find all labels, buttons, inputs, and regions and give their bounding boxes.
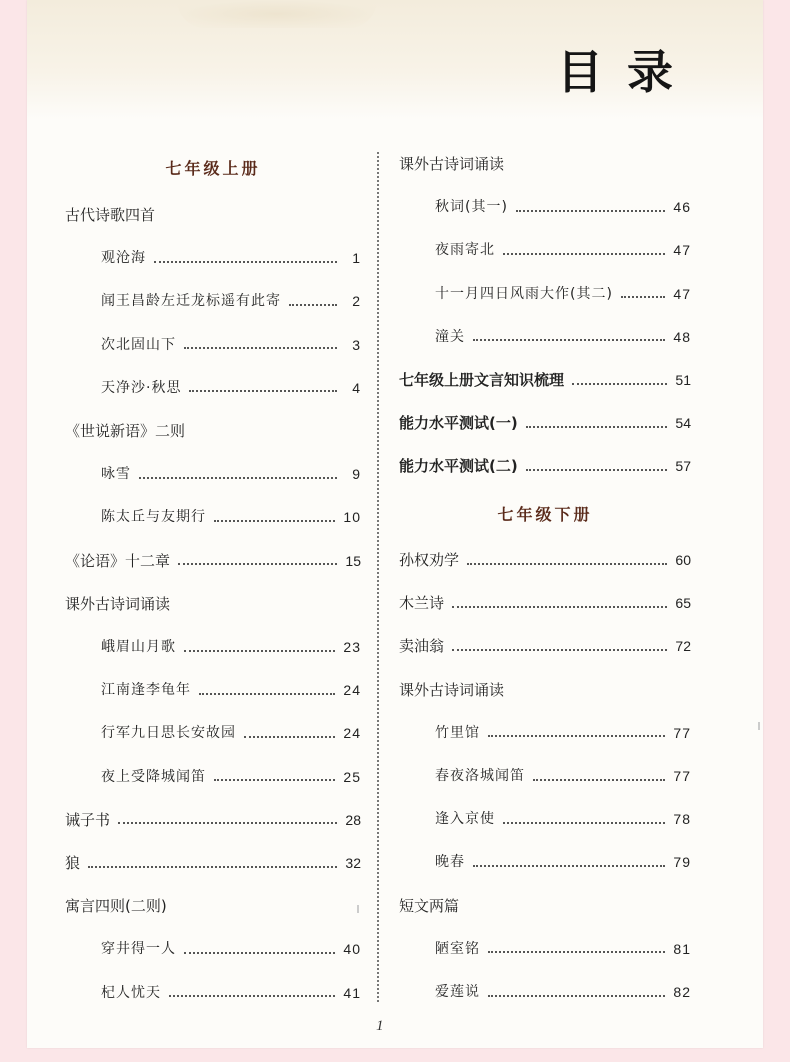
toc-sub-entry[interactable]: [65, 635, 361, 659]
dot-leader: [526, 468, 667, 471]
toc-entry[interactable]: [399, 548, 691, 572]
dot-leader: [244, 735, 335, 738]
toc-sub-entry[interactable]: [399, 850, 691, 874]
toc-entry-title: 春夜洛城闻笛: [435, 768, 525, 784]
toc-entry-page: 3: [352, 336, 361, 353]
dot-leader: [289, 303, 337, 306]
toc-entry-title: 爱莲说: [435, 984, 480, 1000]
toc-entry-title: 七年级上册文言知识梳理: [399, 371, 565, 389]
toc-entry-title: 《世说新语》二则: [65, 422, 186, 440]
dot-leader: [503, 821, 665, 824]
toc-sub-entry[interactable]: [65, 678, 361, 702]
dot-leader: [184, 346, 337, 349]
toc-entry-page: 57: [675, 458, 691, 475]
toc-entry-page: 41: [343, 984, 361, 1001]
toc-entry-title: 夜雨寄北: [435, 242, 495, 259]
dot-leader: [88, 865, 337, 868]
toc-entry-title: 竹里馆: [435, 724, 480, 741]
toc-entry-title: 古代诗歌四首: [65, 206, 156, 224]
toc-entry-page: 1: [352, 250, 361, 267]
page-mark: [758, 722, 760, 730]
toc-entry-title: 逢入京使: [435, 811, 495, 828]
column-divider: [377, 152, 379, 1002]
toc-entry-page: 78: [673, 811, 691, 828]
toc-entry-title: 木兰诗: [399, 594, 445, 613]
toc-entry-page: 51: [675, 372, 691, 388]
toc-entry-title: 寓言四则(二则): [65, 897, 167, 916]
toc-entry-title: 夜上受降城闻笛: [101, 768, 206, 785]
dot-leader: [452, 648, 667, 651]
toc-entry[interactable]: [399, 894, 691, 918]
toc-entry-title: 《论语》十二章: [65, 551, 171, 570]
toc-entry-title: 十一月四日风雨大作(其二): [435, 285, 613, 302]
toc-sub-entry[interactable]: [399, 721, 691, 745]
toc-entry[interactable]: [399, 591, 691, 615]
toc-entry-page: 79: [673, 854, 691, 871]
toc-entry[interactable]: [399, 368, 691, 392]
toc-sub-entry[interactable]: [399, 325, 691, 349]
page-number: 1: [376, 1018, 384, 1034]
dot-leader: [199, 692, 335, 695]
toc-entry-title: 陈太丘与友期行: [101, 509, 206, 526]
toc-entry-title: 行军九日思长安故园: [101, 725, 236, 742]
toc-sub-entry[interactable]: [65, 981, 361, 1005]
toc-entry-title: 观沧海: [101, 250, 146, 267]
toc-entry-title: 孙权劝学: [399, 551, 460, 569]
dot-leader: [189, 389, 337, 392]
dot-leader: [526, 425, 667, 428]
toc-sub-entry[interactable]: [399, 282, 691, 306]
toc-entry-title: 晚春: [435, 854, 465, 871]
dot-leader: [488, 950, 665, 953]
toc-entry-page: 28: [345, 811, 361, 828]
dot-leader: [473, 864, 665, 867]
dot-leader: [214, 778, 335, 781]
toc-entry[interactable]: [65, 419, 361, 443]
toc-entry-title: 能力水平测试(二): [399, 457, 518, 476]
toc-entry-page: 54: [675, 415, 691, 432]
toc-entry-page: 32: [345, 855, 361, 871]
dot-leader: [452, 605, 667, 608]
toc-entry-title: 次北固山下: [101, 336, 176, 353]
toc-entry-title: 秋词(其一): [435, 199, 508, 216]
toc-sub-entry[interactable]: [399, 937, 691, 961]
toc-sub-entry[interactable]: [399, 980, 691, 1004]
toc-entry-title: 陋室铭: [435, 940, 480, 957]
dot-leader: [154, 260, 337, 263]
toc-sub-entry[interactable]: [65, 289, 361, 313]
dot-leader: [621, 295, 665, 298]
toc-sub-entry[interactable]: [399, 195, 691, 219]
toc-entry[interactable]: [399, 454, 691, 478]
dot-leader: [473, 338, 665, 341]
toc-sub-entry[interactable]: [399, 238, 691, 262]
dot-leader: [467, 562, 667, 565]
toc-sub-entry[interactable]: [65, 333, 361, 357]
volume-title-upper: 七年级上册: [165, 159, 261, 178]
toc-entry-page: 77: [673, 724, 691, 741]
toc-entry[interactable]: [399, 678, 691, 702]
toc-entry[interactable]: [65, 894, 361, 918]
toc-sub-entry[interactable]: [399, 764, 691, 788]
toc-entry-title: 狼: [65, 854, 81, 872]
dot-leader: [516, 209, 665, 212]
toc-entry-title: 课外古诗词诵读: [65, 594, 171, 613]
toc-entry-title: 峨眉山月歌: [101, 639, 176, 655]
toc-entry[interactable]: [65, 549, 361, 573]
dot-leader: [118, 821, 337, 824]
toc-entry-page: 77: [673, 768, 691, 784]
toc-entry-page: 4: [352, 379, 361, 396]
toc-entry[interactable]: [399, 411, 691, 435]
toc-entry-title: 杞人忧天: [101, 984, 161, 1001]
toc-entry-title: 课外古诗词诵读: [399, 680, 505, 699]
toc-entry[interactable]: [399, 634, 691, 658]
dot-leader: [184, 649, 335, 652]
toc-entry-page: 24: [343, 725, 361, 742]
toc-entry-page: 47: [673, 285, 691, 302]
toc-entry-page: 81: [673, 940, 691, 957]
toc-entry-title: 能力水平测试(一): [399, 414, 518, 433]
toc-entry[interactable]: [65, 203, 361, 227]
toc-sub-entry[interactable]: [65, 721, 361, 745]
toc-entry-title: 天净沙·秋思: [101, 379, 182, 396]
toc-entry-page: 40: [343, 941, 361, 958]
toc-sub-entry[interactable]: [65, 505, 361, 529]
dot-leader: [488, 994, 665, 997]
dot-leader: [184, 951, 335, 954]
toc-entry[interactable]: [65, 592, 361, 616]
dot-leader: [533, 778, 665, 781]
toc-sub-entry[interactable]: [65, 376, 361, 400]
toc-entry[interactable]: [65, 851, 361, 875]
toc-sub-entry[interactable]: [65, 462, 361, 486]
dot-leader: [169, 994, 335, 997]
toc-entry-page: 48: [673, 328, 691, 345]
toc-entry-page: 65: [675, 595, 691, 612]
toc-entry-page: 23: [343, 639, 361, 655]
toc-entry-title: 江南逢李龟年: [101, 682, 191, 699]
toc-entry-title: 卖油翁: [399, 637, 445, 656]
toc-entry-title: 闻王昌龄左迁龙标遥有此寄: [101, 293, 281, 310]
toc-entry-title: 短文两篇: [399, 896, 460, 915]
toc-entry-page: 2: [352, 293, 361, 310]
dot-leader: [178, 562, 337, 565]
toc-entry-page: 47: [673, 242, 691, 259]
toc-entry-title: 潼关: [435, 328, 465, 345]
toc-page: [27, 0, 763, 1048]
toc-entry-title: 穿井得一人: [101, 941, 176, 958]
page-mark: [357, 905, 359, 913]
toc-entry-page: 15: [345, 552, 361, 569]
dot-leader: [139, 476, 337, 479]
page-title: 目录: [557, 45, 697, 99]
dot-leader: [488, 734, 665, 737]
toc-entry-title: 咏雪: [101, 466, 131, 483]
header-ornament: [177, 0, 377, 28]
toc-sub-entry[interactable]: [65, 937, 361, 961]
toc-entry-page: 24: [343, 682, 361, 699]
toc-entry-page: 46: [673, 199, 691, 216]
toc-entry-page: 60: [675, 552, 691, 568]
dot-leader: [214, 519, 335, 522]
dot-leader: [503, 252, 665, 255]
toc-entry-title: 诫子书: [65, 810, 111, 829]
toc-entry-page: 9: [352, 466, 361, 483]
toc-entry-page: 82: [673, 984, 691, 1000]
toc-sub-entry[interactable]: [65, 765, 361, 789]
toc-entry[interactable]: [399, 152, 691, 176]
toc-sub-entry[interactable]: [399, 807, 691, 831]
toc-entry-page: 10: [343, 509, 361, 526]
dot-leader: [572, 382, 667, 385]
toc-entry-title: 课外古诗词诵读: [399, 155, 505, 173]
volume-title-lower: 七年级下册: [497, 505, 593, 524]
toc-entry-page: 25: [343, 768, 361, 785]
toc-sub-entry[interactable]: [65, 246, 361, 270]
toc-entry-page: 72: [675, 638, 691, 655]
toc-entry[interactable]: [65, 808, 361, 832]
